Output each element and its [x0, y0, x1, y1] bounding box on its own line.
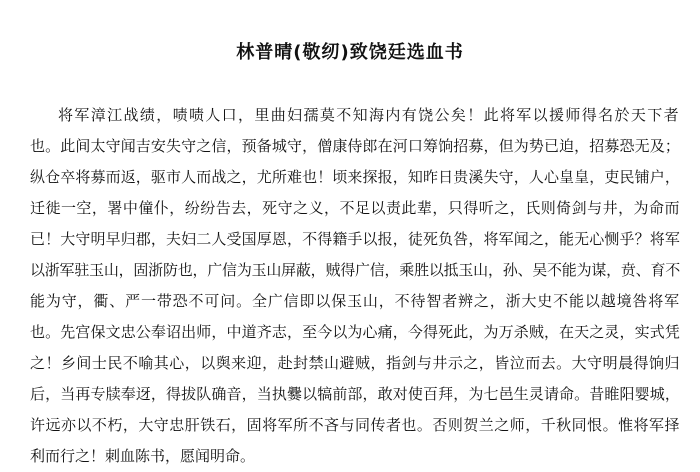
text-line: 以浙军驻玉山，固浙防也，广信为玉山屏蔽，贼得广信，乘胜以抵玉山，孙、吴不能为谋，贲、育不: [30, 261, 680, 279]
text-line: 已！大守明早归郡，夫妇二人受国厚恩，不得籍手以报，徒死负咎，将军闻之，能无心恻乎？将军: [30, 230, 680, 248]
text-line: 利而行之！刺血陈书，愿闻明命。: [30, 447, 256, 465]
text-line: 纵仓卒将募而返，驱市人而战之，尤所难也！顷来探报，知昨日贵溪失守，人心皇皇，吏民铺户，: [30, 168, 680, 186]
text-line: 将军漳江战绩，啧啧人口，里曲妇孺莫不知海内有饶公矣！此将军以援师得名於天下者: [58, 106, 680, 124]
letter-title: 林普晴(敬纫)致饶廷选血书: [236, 42, 464, 63]
text-line: 许远亦以不朽，大守忠肝铁石，固将军所不吝与同传者也。否则贺兰之师，千秋同恨。惟将军择: [30, 416, 680, 434]
text-line: 也。先宫保文忠公奉诏出师，中道齐志，至今以为心痛，今得死此，为万杀贼，在天之灵，实式凭: [30, 323, 680, 341]
text-line: 能为守，衢、严一带恐不可问。全广信即以保玉山，不待智者辨之，浙大史不能以越境咎将军: [30, 292, 680, 310]
letter-body: [30, 100, 680, 472]
text-line: 也。此间太守闻吉安失守之信，预备城守，僧康侍郎在河口筹饷招募，但为势已迫，招募恐无及；: [30, 137, 680, 155]
text-line: 迁徙一空，署中僮仆，纷纷告去，死守之义，不足以责此辈，只得听之，氏则倚剑与井，为命而: [30, 199, 680, 217]
text-line: 之！乡间士民不喻其心，以舆来迎，赴封禁山避贼，指剑与井示之，皆泣而去。大守明晨得饷归: [30, 354, 680, 372]
text-line: 后，当再专牍奉迓，得拔队确音，当执爨以犒前部，敢对使百拜，为七邑生灵请命。昔睢阳婴城，: [30, 385, 680, 403]
